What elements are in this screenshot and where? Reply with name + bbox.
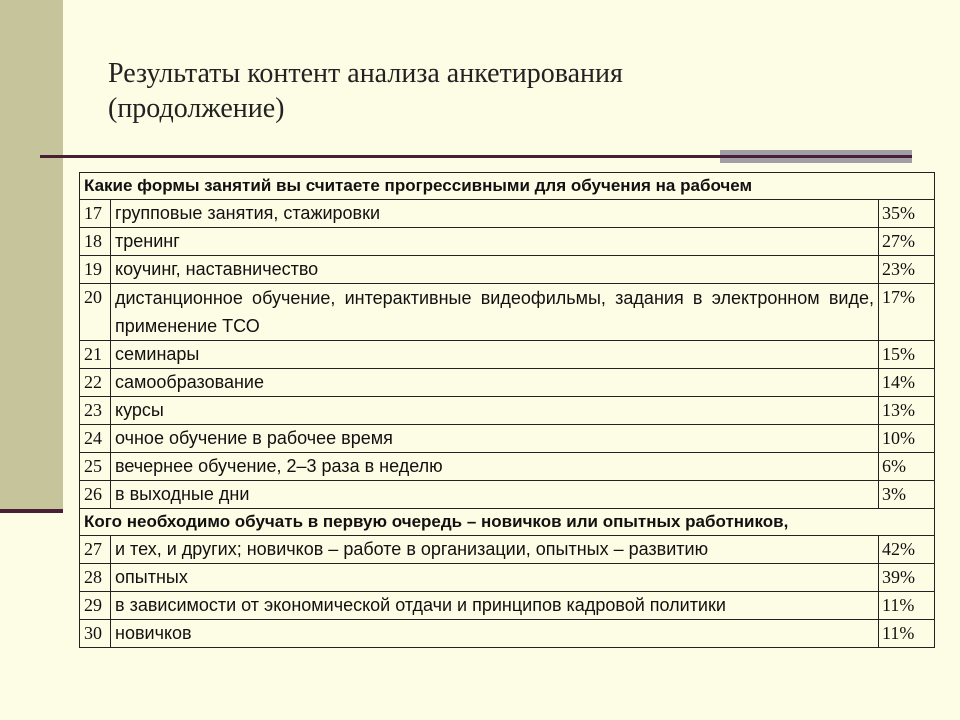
left-decor-line xyxy=(0,509,63,513)
row-number: 28 xyxy=(80,564,111,592)
row-number: 29 xyxy=(80,592,111,620)
row-text: в выходные дни xyxy=(111,481,879,509)
row-percent: 3% xyxy=(879,481,935,509)
table-row xyxy=(80,425,935,453)
table-row xyxy=(80,536,935,564)
title-divider-accent xyxy=(720,150,912,163)
title-line-2: (продолжение) xyxy=(108,93,285,124)
table-row xyxy=(80,256,935,284)
table-row xyxy=(80,397,935,425)
row-percent: 11% xyxy=(879,620,935,648)
table-row xyxy=(80,228,935,256)
section-heading-row xyxy=(80,173,935,200)
row-text: вечернее обучение, 2–3 раза в неделю xyxy=(111,453,879,481)
row-text: и тех, и других; новичков – работе в организации, опытных – развитию xyxy=(111,536,879,564)
section-heading: Какие формы занятий вы считаете прогрессивными для обучения на рабочем xyxy=(80,173,935,200)
table-row xyxy=(80,341,935,369)
section-heading: Кого необходимо обучать в первую очередь – новичков или опытных работников, xyxy=(80,509,935,536)
table-row xyxy=(80,369,935,397)
row-percent: 11% xyxy=(879,592,935,620)
row-number: 20 xyxy=(80,284,111,341)
row-text: самообразование xyxy=(111,369,879,397)
row-number: 17 xyxy=(80,200,111,228)
row-text: коучинг, наставничество xyxy=(111,256,879,284)
row-number: 30 xyxy=(80,620,111,648)
row-text: групповые занятия, стажировки xyxy=(111,200,879,228)
row-text: тренинг xyxy=(111,228,879,256)
slide-title xyxy=(108,56,868,126)
table-row xyxy=(80,592,935,620)
row-percent: 10% xyxy=(879,425,935,453)
row-percent: 42% xyxy=(879,536,935,564)
row-number: 25 xyxy=(80,453,111,481)
table-row xyxy=(80,200,935,228)
row-number: 23 xyxy=(80,397,111,425)
row-number: 18 xyxy=(80,228,111,256)
row-percent: 27% xyxy=(879,228,935,256)
table-row xyxy=(80,284,935,341)
row-percent: 35% xyxy=(879,200,935,228)
row-number: 22 xyxy=(80,369,111,397)
row-number: 24 xyxy=(80,425,111,453)
row-text: семинары xyxy=(111,341,879,369)
table-row xyxy=(80,481,935,509)
row-percent: 23% xyxy=(879,256,935,284)
row-number: 21 xyxy=(80,341,111,369)
row-percent: 15% xyxy=(879,341,935,369)
survey-table-body xyxy=(80,173,935,648)
survey-results-table xyxy=(79,172,935,648)
row-text: дистанционное обучение, интерактивные видеофильмы, задания в электронном виде, применение ТСО xyxy=(111,284,879,341)
row-percent: 6% xyxy=(879,453,935,481)
left-decor-band xyxy=(0,0,63,512)
row-number: 26 xyxy=(80,481,111,509)
row-percent: 17% xyxy=(879,284,935,341)
row-text: очное обучение в рабочее время xyxy=(111,425,879,453)
row-percent: 14% xyxy=(879,369,935,397)
row-percent: 13% xyxy=(879,397,935,425)
row-number: 27 xyxy=(80,536,111,564)
table-row xyxy=(80,620,935,648)
row-percent: 39% xyxy=(879,564,935,592)
row-text: новичков xyxy=(111,620,879,648)
section-heading-row xyxy=(80,509,935,536)
title-line-1: Результаты контент анализа анкетирования xyxy=(108,58,623,89)
table-row xyxy=(80,453,935,481)
row-text: опытных xyxy=(111,564,879,592)
table-row xyxy=(80,564,935,592)
row-number: 19 xyxy=(80,256,111,284)
row-text: курсы xyxy=(111,397,879,425)
row-text: в зависимости от экономической отдачи и принципов кадровой политики xyxy=(111,592,879,620)
